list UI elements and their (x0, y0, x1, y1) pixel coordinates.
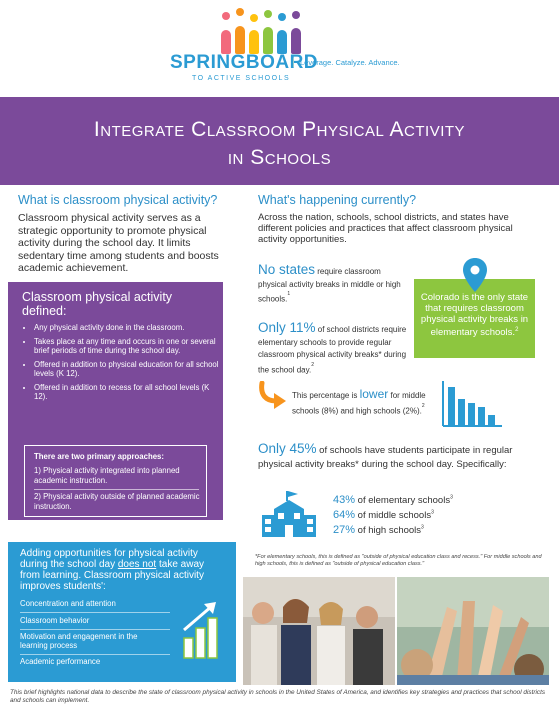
benefit-item: Academic performance (20, 657, 101, 666)
level-label: of high schools (355, 525, 422, 536)
students-photo (243, 577, 395, 685)
level-pct: 27% (333, 524, 356, 536)
benefit-item: Classroom behavior (20, 616, 90, 625)
level-elementary (333, 494, 453, 506)
arrow-curve-icon (258, 381, 288, 409)
stat-text: of school districts require elementary schools to provide regular classroom physical activity breaks* during the school day. (258, 325, 407, 374)
benefits-intro (20, 548, 225, 592)
logo-tagline: Leverage. Catalyze. Advance. (293, 58, 400, 67)
definition-title: Classroom physical activity defined: (22, 290, 173, 318)
level-middle (333, 509, 434, 521)
definition-item: • Takes place at any time and occurs in one or several brief periods of time during the school day. (34, 337, 219, 356)
benefit-divider (20, 629, 170, 630)
callout-body: Colorado is the only state that requires classroom physical activity breaks in elementary schools. (420, 292, 529, 339)
right-heading: What's happening currently? (258, 193, 417, 207)
bar-chart-icon (442, 381, 502, 427)
left-intro: Classroom physical activity serves as a strategic opportunity to promote physical activity during the school day. It limits sedentary time among students and boosts academic achievement. (18, 212, 219, 274)
stat-eleven-percent (258, 322, 408, 374)
definition-item: • Offered in addition to recess for all school levels (K 12). (34, 383, 219, 402)
level-sup: 3 (431, 509, 434, 516)
approach-divider (34, 489, 199, 490)
approaches-title: There are two primary approaches: (34, 452, 164, 461)
approach-item: 2) Physical activity outside of planned academic instruction. (34, 492, 200, 511)
stat-no-states (258, 264, 408, 304)
benefit-divider (20, 612, 170, 613)
benefit-item: Concentration and attention (20, 599, 116, 608)
logo-wordmark: SPRINGBOARD (170, 52, 319, 73)
definition-item: • Any physical activity done in the classroom. (34, 323, 219, 333)
level-sup: 3 (421, 524, 424, 531)
page-title-line1: Integrate Classroom Physical Activity (93, 118, 466, 141)
benefits-intro-text: Adding opportunities for physical activity during the school day (20, 548, 198, 570)
stat-sup: 1 (287, 291, 291, 297)
lower-sup: 2 (421, 402, 425, 409)
level-high (333, 524, 424, 536)
benefits-intro-text-end: take away from learning. Classroom physical activity improves students': (20, 559, 205, 592)
lower-percentage (292, 389, 432, 415)
lower-text: This percentage is (292, 391, 360, 400)
stat-big: Only 45% (258, 441, 317, 456)
stat-text: require classroom physical activity breaks in middle or high schools. (258, 267, 401, 304)
springboard-logo (170, 8, 400, 90)
footer-text: This brief highlights national data to describe the state of classroom physical activity in schools in the United States of America, and identifies key strategies and practices that school districts and schools can implement. (10, 689, 546, 704)
rising-bars-icon (182, 600, 228, 660)
level-label: of middle schools (355, 510, 432, 521)
stat-sup: 2 (311, 361, 314, 368)
level-pct: 43% (333, 494, 356, 506)
definition-item: • Offered in addition to physical education for all school levels (K 12). (34, 360, 219, 379)
left-heading: What is classroom physical activity? (18, 193, 218, 207)
location-pin-icon (463, 258, 487, 292)
benefit-divider (20, 654, 170, 655)
level-sup: 3 (450, 494, 453, 501)
approach-item: 1) Physical activity integrated into planned academic instruction. (34, 466, 180, 485)
stat-big: No states (258, 262, 316, 277)
right-intro: Across the nation, schools, school districts, and states have different policies and practices that affect classroom physical activity opportunities. (258, 212, 513, 245)
logo-subtitle: TO ACTIVE SCHOOLS (192, 75, 291, 82)
level-pct: 64% (333, 509, 356, 521)
school-building-icon (262, 491, 316, 539)
benefit-item: Motivation and engagement in the learning process (20, 632, 138, 650)
stat-big: Only 11% (258, 320, 316, 335)
callout-sup: 2 (515, 327, 519, 333)
callout-text (418, 292, 531, 338)
definition-list (22, 323, 219, 406)
lower-word: lower (359, 387, 389, 401)
raised-hands-photo (397, 577, 549, 685)
footnote: *For elementary schools, this is defined as "outside of physical education class and recess." For middle schools and high schools, this is defined as "outside of physical education class." (255, 554, 542, 567)
page-title-line2: in Schools (227, 146, 332, 169)
stat-forty-five (258, 443, 543, 470)
benefits-underline: does not (117, 559, 157, 570)
lower-text-end: for middle schools (8%) and high schools (2%). (292, 391, 426, 415)
stat-text: of schools have students participate in regular physical activity breaks* during the school day. Specifically: (258, 445, 513, 470)
level-label: of elementary schools (355, 495, 451, 506)
